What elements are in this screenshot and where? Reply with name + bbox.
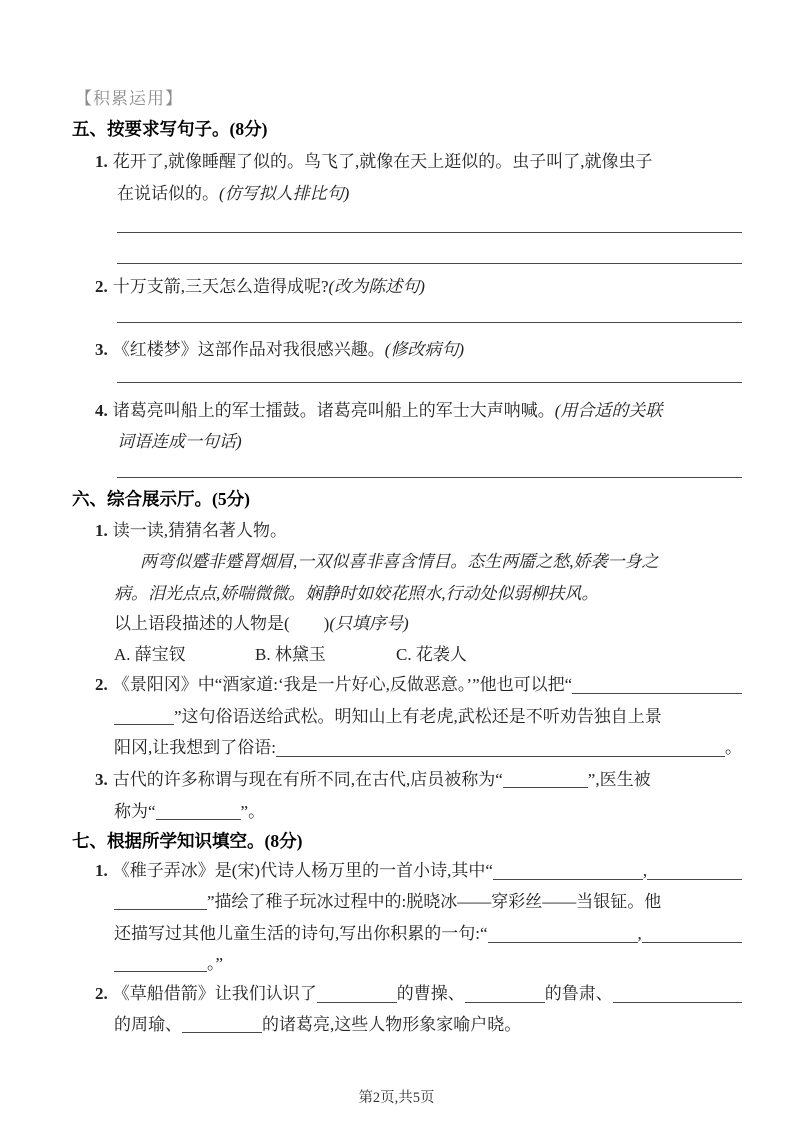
s6-q1-options [114,644,537,666]
question-text: ”这句俗语送给武松。明知山上有老虎,武松还是不听劝告独自上景 [174,707,662,726]
question-note: (用合适的关联 [554,401,663,420]
question-text: 的鲁肃、 [544,984,613,1003]
s5-q1-line2 [117,183,349,205]
answer-line[interactable] [117,322,742,323]
s7-q1-line3 [114,923,742,945]
s5-q4-line2 [117,431,242,453]
question-note: (改为陈述句) [328,277,425,296]
answer-blank[interactable] [572,676,742,694]
answer-blank[interactable] [317,985,397,1003]
section-6-heading: 六、综合展示厅。(5分) [72,489,250,509]
accumulation-section-tag: 【积累运用】 [75,89,183,108]
question-note: (修改病句) [384,340,465,359]
question-text: 的曹操、 [396,984,465,1003]
answer-blank[interactable] [613,985,742,1003]
s7-q2-line2 [114,1014,521,1036]
answer-blank[interactable] [114,892,207,910]
question-number: 4. [95,401,108,420]
answer-blank[interactable] [647,862,742,880]
question-text: 。” [207,954,224,973]
s7-q2-line1 [95,983,742,1005]
question-text: 《草船借箭》让我们认识了 [112,984,317,1003]
question-number: 3. [95,340,108,359]
question-number: 2. [95,675,108,694]
answer-line[interactable] [117,477,742,478]
answer-blank[interactable] [114,954,207,972]
question-number: 2. [95,984,108,1003]
s5-q4-line1 [95,400,662,422]
s6-q3-line1 [95,769,651,791]
answer-blank[interactable] [488,925,638,943]
s5-q1-line1 [95,151,653,173]
question-text: 称为“ [114,802,156,821]
question-text: 还描写过其他儿童生活的诗句,写出你积累的一句:“ [114,924,488,943]
question-text: ”描绘了稚子玩冰过程中的:脱晓冰——穿彩丝——当银钲。他 [207,892,662,911]
question-text: ”,医生被 [587,770,651,789]
question-text: 。 [725,738,742,757]
question-text: 阳冈,让我想到了俗语: [114,738,276,757]
answer-blank[interactable] [503,770,588,788]
option-b[interactable]: B. 林黛玉 [255,645,326,664]
question-number: 1. [95,521,108,540]
s6-q2-line2 [114,706,662,728]
s6-q3-line2 [114,801,265,823]
answer-blank[interactable] [182,1015,262,1033]
answer-blank[interactable] [156,802,241,820]
question-number: 3. [95,770,108,789]
s6-q1-title [95,520,287,542]
section-5-heading: 五、按要求写句子。(8分) [72,119,268,139]
question-text: 的周瑜、 [114,1015,182,1034]
option-a[interactable]: A. 薛宝钗 [114,645,186,664]
s6-q2-line1 [95,674,742,696]
s5-q2-line1 [95,276,425,298]
question-text: 花开了,就像睡醒了似的。鸟飞了,就像在天上逛似的。虫子叫了,就像虫子 [112,152,653,171]
question-text: 的诸葛亮,这些人物形象家喻户晓。 [262,1015,522,1034]
s7-q1-line1 [95,860,742,882]
s6-q1-quote-line2: 病。泪光点点,娇喘微微。娴静时如姣花照水,行动处似弱柳扶风。 [114,584,599,603]
question-text: 读一读,猜猜名著人物。 [112,521,287,540]
answer-blank[interactable] [493,862,643,880]
option-c[interactable]: C. 花袭人 [396,645,467,664]
section-7-heading: 七、根据所学知识填空。(8分) [72,831,303,851]
s6-q2-line3 [114,737,742,759]
s6-q1-prompt [114,613,409,635]
question-note: 词语连成一句话) [117,432,242,451]
answer-blank[interactable] [465,985,545,1003]
answer-blank[interactable] [276,739,725,757]
s7-q1-line4 [114,953,223,975]
answer-blank[interactable] [642,925,742,943]
prompt-text: 以上语段描述的人物是( ) [114,614,330,633]
question-text: 在说话似的。 [117,184,219,203]
question-text: 《稚子弄冰》是(宋)代诗人杨万里的一首小诗,其中“ [112,861,493,880]
question-text: 《景阳冈》中“酒家道:‘我是一片好心,反做恶意。’”他也可以把“ [112,675,573,694]
question-text: 《红楼梦》这部作品对我很感兴趣。 [112,340,385,359]
question-number: 1. [95,861,108,880]
answer-blank[interactable] [114,707,174,725]
question-number: 2. [95,277,108,296]
question-text: , [637,924,642,943]
question-text: 十万支箭,三天怎么造得成呢? [112,277,329,296]
answer-line[interactable] [117,382,742,383]
question-text: 诸葛亮叫船上的军士擂鼓。诸葛亮叫船上的军士大声呐喊。 [112,401,555,420]
question-note: (仿写拟人排比句) [219,184,350,203]
prompt-note: (只填序号) [329,614,409,633]
answer-line[interactable] [117,232,742,233]
question-number: 1. [95,152,108,171]
question-text: 古代的许多称谓与现在有所不同,在古代,店员被称为“ [112,770,503,789]
page-footer: 第2页,共5页 [358,1090,435,1106]
s7-q1-line2 [114,891,661,913]
question-text: , [642,861,648,880]
answer-line[interactable] [117,263,742,264]
s6-q1-quote-line1: 两弯似蹙非蹙罥烟眉,一双似喜非喜含情目。态生两靥之愁,娇袭一身之 [140,552,659,571]
s5-q3-line1 [95,339,464,361]
question-text: ”。 [240,802,266,821]
